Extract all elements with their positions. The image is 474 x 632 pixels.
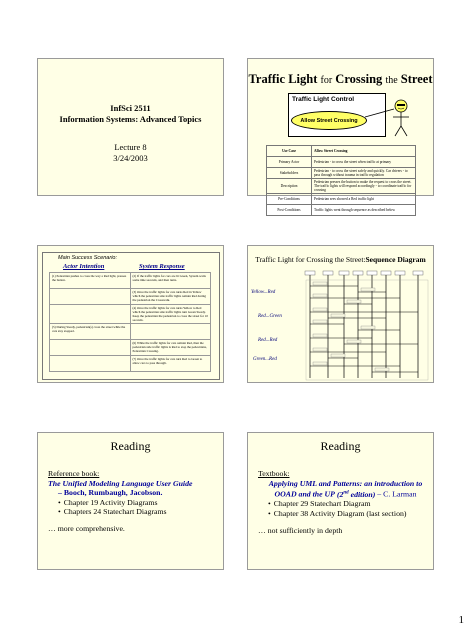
message-label [347, 340, 361, 343]
message-label [331, 354, 345, 357]
table-cell: (2) If the traffic lights for cars are lit Green, System waits some time seconds, and then turns. [130, 273, 211, 289]
state-label: Red...Green [258, 314, 282, 319]
lifeline-head [413, 271, 423, 275]
table-row [267, 179, 416, 194]
course-title-block [38, 103, 223, 125]
title-part: Street [400, 72, 433, 86]
message-label [347, 300, 361, 303]
edition-sup: nd [343, 490, 349, 496]
book-authors: – Booch, Rumbaugh, Jacobson. [58, 488, 163, 498]
system-label: Traffic Light Control [292, 96, 355, 103]
use-case-oval: Allow Street Crossing [291, 111, 367, 130]
table-row [267, 194, 416, 205]
table-row [50, 340, 211, 356]
table-cell: Pre-Conditions [267, 194, 312, 205]
book-title: The Unified Modeling Language User Guide [48, 478, 193, 488]
table-cell: Pedestrian - to cross the street safely and quickly. Car drivers - to pass through without trauma in traffic regulation [312, 168, 416, 179]
message-label [313, 320, 327, 323]
table-row [267, 168, 416, 179]
chapter-list [258, 499, 433, 518]
slide-reading-textbook [247, 432, 434, 570]
table-cell: Description [267, 179, 312, 194]
message-label [313, 334, 327, 337]
message-label [331, 314, 345, 317]
message-label [361, 326, 375, 329]
system-response-header: System Response [139, 263, 185, 270]
reading-content [48, 469, 223, 534]
table-cell: Pedestrian sees showed a Red traffic light [312, 194, 416, 205]
table-row [50, 273, 211, 289]
title-part: Crossing [335, 72, 383, 86]
table-row [267, 157, 416, 168]
list-item: • Chapters 24 Statechart Diagrams [58, 507, 223, 517]
scenario-table [49, 272, 211, 372]
edition-text: (2 [336, 489, 344, 499]
reading-content [258, 469, 433, 535]
table-row [50, 356, 211, 372]
reading-intro: Reference book: [48, 469, 100, 478]
actor-intention-header: Actor Intention [63, 263, 105, 270]
table-cell [130, 324, 211, 340]
lifeline-head [323, 271, 333, 275]
state-label: Green...Red [253, 357, 277, 362]
title-part: the [385, 75, 398, 86]
book-edition [337, 490, 375, 499]
list-item: • Chapter 38 Activity Diagram (last section) [268, 509, 433, 519]
book-line [258, 479, 433, 500]
message-label [313, 294, 327, 297]
table-cell: Allow Street Crossing [312, 146, 416, 157]
lifeline-head [339, 271, 349, 275]
course-name: Information Systems: Advanced Topics [59, 114, 202, 124]
list-item: • Chapter 29 Statechart Diagram [268, 499, 433, 509]
table-cell: (6) While the traffic lights for cars remain Red, then the pedestrian side traffic lights is Red to stop the pedestrians, Pedestrian Crossing. [130, 340, 211, 356]
message-label [313, 308, 327, 311]
table-cell: Post-Conditions [267, 205, 312, 216]
table-cell: Use Case [267, 146, 312, 157]
chapter-list [48, 498, 223, 517]
table-cell: (4) Once the traffic lights for cars turns Yellow to Red which the pedestrian side traffic lights turn Green Steady. Keep the pedestrian the pedestrian to cross the street for 10 seconds. [130, 305, 211, 324]
book-title: Applying UML and Patterns: an introduction to OOAD and the UP [268, 478, 423, 499]
lifeline-head [381, 271, 391, 275]
lecture-number: Lecture 8 [114, 142, 147, 152]
title-part: Traffic Light for Crossing the Street: [255, 255, 366, 264]
message-label [361, 288, 375, 291]
reading-note: … more comprehensive. [48, 523, 125, 533]
table-row [267, 146, 416, 157]
table-cell: Stakeholders [267, 168, 312, 179]
course-code: InfSci 2511 [110, 103, 151, 113]
slide-sequence-diagram [247, 245, 434, 383]
lecture-date: 3/24/2003 [113, 153, 148, 163]
message-label [313, 362, 327, 365]
table-row [50, 324, 211, 340]
table-cell: (5) During Steady, pedestrian(s) cross the street while the cars stay stopped. [50, 324, 131, 340]
table-cell: Pedestrian presses the button to make the request to cross the street. The traffic lights will respond accordingly - to coordinate traffic for crossing [312, 179, 416, 194]
slide-use-case [247, 58, 434, 212]
table-cell: (3) Once the traffic lights for cars turns Red in Yellow which the pedestrian side traffic lights remain Red during the pedestrian the Crosswalk. [130, 289, 211, 305]
lifeline-head [367, 271, 377, 275]
title-part: Sequence Diagram [365, 255, 426, 264]
slide-title [37, 58, 224, 196]
lifeline-head [305, 271, 315, 275]
table-cell [50, 289, 131, 305]
title-part: Traffic Light [248, 72, 318, 86]
title-part: for [320, 75, 333, 86]
message-label [313, 348, 327, 351]
reading-note: … not sufficiently in depth [258, 525, 343, 535]
page-number: 1 [458, 614, 464, 626]
table-cell: Traffic lights went through sequence as described below [312, 205, 416, 216]
table-cell: (7) Once the traffic lights for cars turn Red to Green to allow cars to pass through. [130, 356, 211, 372]
table-row [267, 205, 416, 216]
message-label [375, 368, 389, 371]
list-item: • Chapter 19 Activity Diagrams [58, 498, 223, 508]
slide-heading: Reading [110, 439, 151, 453]
state-label: Red...Red [258, 338, 278, 343]
use-case-table [266, 145, 416, 216]
table-row [50, 305, 211, 324]
reading-intro: Textbook: [258, 469, 290, 478]
table-cell: Primary Actor [267, 157, 312, 168]
lifeline-head [395, 271, 405, 275]
book-author: – C. Larman [377, 489, 417, 499]
table-cell [50, 305, 131, 324]
table-row [50, 289, 211, 305]
state-label: Yellow...Red [251, 290, 276, 295]
edition-text: edition) [348, 489, 376, 499]
slide-reading-reference [37, 432, 224, 570]
table-cell [50, 340, 131, 356]
message-label [313, 282, 327, 285]
scenario-heading: Main Success Scenario: [58, 255, 117, 261]
slide-heading: Reading [320, 439, 361, 453]
slide-scenario [37, 245, 224, 383]
lecture-block [38, 142, 223, 164]
lifeline-head [353, 271, 363, 275]
table-cell: Pedestrian - to cross the street when traffic at primary [312, 157, 416, 168]
table-cell [50, 356, 131, 372]
table-cell: (1) Pedestrian pushes to cross the way a Red light, presses the button. [50, 273, 131, 289]
